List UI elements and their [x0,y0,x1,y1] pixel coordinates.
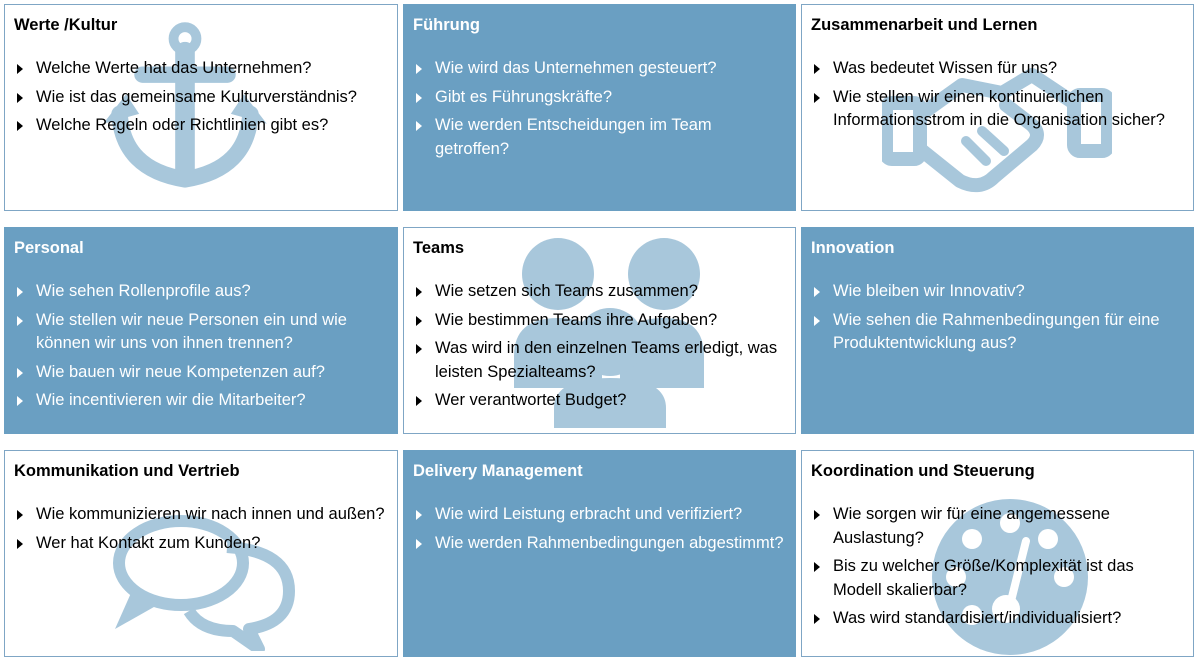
card-title: Führung [413,16,480,34]
bullet-arrow-icon [814,316,820,326]
bullet-arrow-icon [17,510,23,520]
bullet-arrow-icon [416,539,422,549]
question-item: Gibt es Führungskräfte? [413,86,787,110]
card-teams [403,227,796,434]
question-item: Wie sehen die Rahmenbedingungen für eine Produktentwicklung aus? [811,309,1185,356]
question-item: Wie ist das gemeinsame Kulturverständnis? [14,86,389,110]
question-list [413,503,787,555]
bullet-arrow-icon [416,121,422,131]
bullet-arrow-icon [416,64,422,74]
question-item: Wie stellen wir neue Personen ein und wie können wir uns von ihnen trennen? [14,309,389,356]
bullet-arrow-icon [814,510,820,520]
bullet-arrow-icon [416,316,422,326]
card-personal [4,227,398,434]
card-title: Koordination und Steuerung [811,462,1035,480]
question-item: Welche Werte hat das Unternehmen? [14,57,389,81]
question-list [413,57,787,161]
question-list [811,57,1185,133]
bullet-arrow-icon [17,539,23,549]
card-title: Werte /Kultur [14,16,118,34]
question-item: Wie stellen wir einen kontinuierlichen Informationsstrom in die Organisation sicher? [811,86,1185,133]
bullet-arrow-icon [17,64,23,74]
question-item: Wie werden Entscheidungen im Team getroffen? [413,114,787,161]
bullet-arrow-icon [17,93,23,103]
question-item: Was wird in den einzelnen Teams erledigt, was leisten Spezialteams? [413,337,787,384]
question-item: Wie incentivieren wir die Mitarbeiter? [14,389,389,413]
card-kommunikation-vertrieb [4,450,398,657]
card-title: Kommunikation und Vertrieb [14,462,240,480]
bullet-arrow-icon [416,93,422,103]
question-item: Wie wird das Unternehmen gesteuert? [413,57,787,81]
bullet-arrow-icon [416,396,422,406]
topic-grid [4,4,1194,657]
question-item: Wer verantwortet Budget? [413,389,787,413]
question-list [14,57,389,138]
card-zusammenarbeit-lernen [801,4,1194,211]
card-koordination-steuerung [801,450,1194,657]
question-list [811,503,1185,631]
question-item: Wie sorgen wir für eine angemessene Auslastung? [811,503,1185,550]
card-title: Teams [413,239,465,257]
bullet-arrow-icon [17,121,23,131]
question-list [413,280,787,413]
question-item: Wie bestimmen Teams ihre Aufgaben? [413,309,787,333]
bullet-arrow-icon [416,287,422,297]
bullet-arrow-icon [17,287,23,297]
question-item: Wie werden Rahmenbedingungen abgestimmt? [413,532,787,556]
question-item: Wie bleiben wir Innovativ? [811,280,1185,304]
bullet-arrow-icon [814,64,820,74]
card-title: Innovation [811,239,895,257]
card-title: Zusammenarbeit und Lernen [811,16,1038,34]
bullet-arrow-icon [814,614,820,624]
question-list [14,503,389,555]
card-delivery-management [403,450,796,657]
question-list [14,280,389,413]
question-item: Bis zu welcher Größe/Komplexität ist das Modell skalierbar? [811,555,1185,602]
question-list [811,280,1185,356]
card-innovation [801,227,1194,434]
bullet-arrow-icon [814,287,820,297]
card-werte-kultur [4,4,398,211]
question-item: Wer hat Kontakt zum Kunden? [14,532,389,556]
bullet-arrow-icon [17,396,23,406]
question-item: Wie bauen wir neue Kompetenzen auf? [14,361,389,385]
card-fuehrung [403,4,796,211]
bullet-arrow-icon [416,510,422,520]
question-item: Wie setzen sich Teams zusammen? [413,280,787,304]
card-title: Personal [14,239,84,257]
card-title: Delivery Management [413,462,583,480]
question-item: Was bedeutet Wissen für uns? [811,57,1185,81]
bullet-arrow-icon [17,368,23,378]
bullet-arrow-icon [814,93,820,103]
question-item: Wie sehen Rollenprofile aus? [14,280,389,304]
question-item: Wie kommunizieren wir nach innen und außen? [14,503,389,527]
question-item: Wie wird Leistung erbracht und verifiziert? [413,503,787,527]
bullet-arrow-icon [416,344,422,354]
bullet-arrow-icon [17,316,23,326]
question-item: Was wird standardisiert/individualisiert? [811,607,1185,631]
bullet-arrow-icon [814,562,820,572]
question-item: Welche Regeln oder Richtlinien gibt es? [14,114,389,138]
